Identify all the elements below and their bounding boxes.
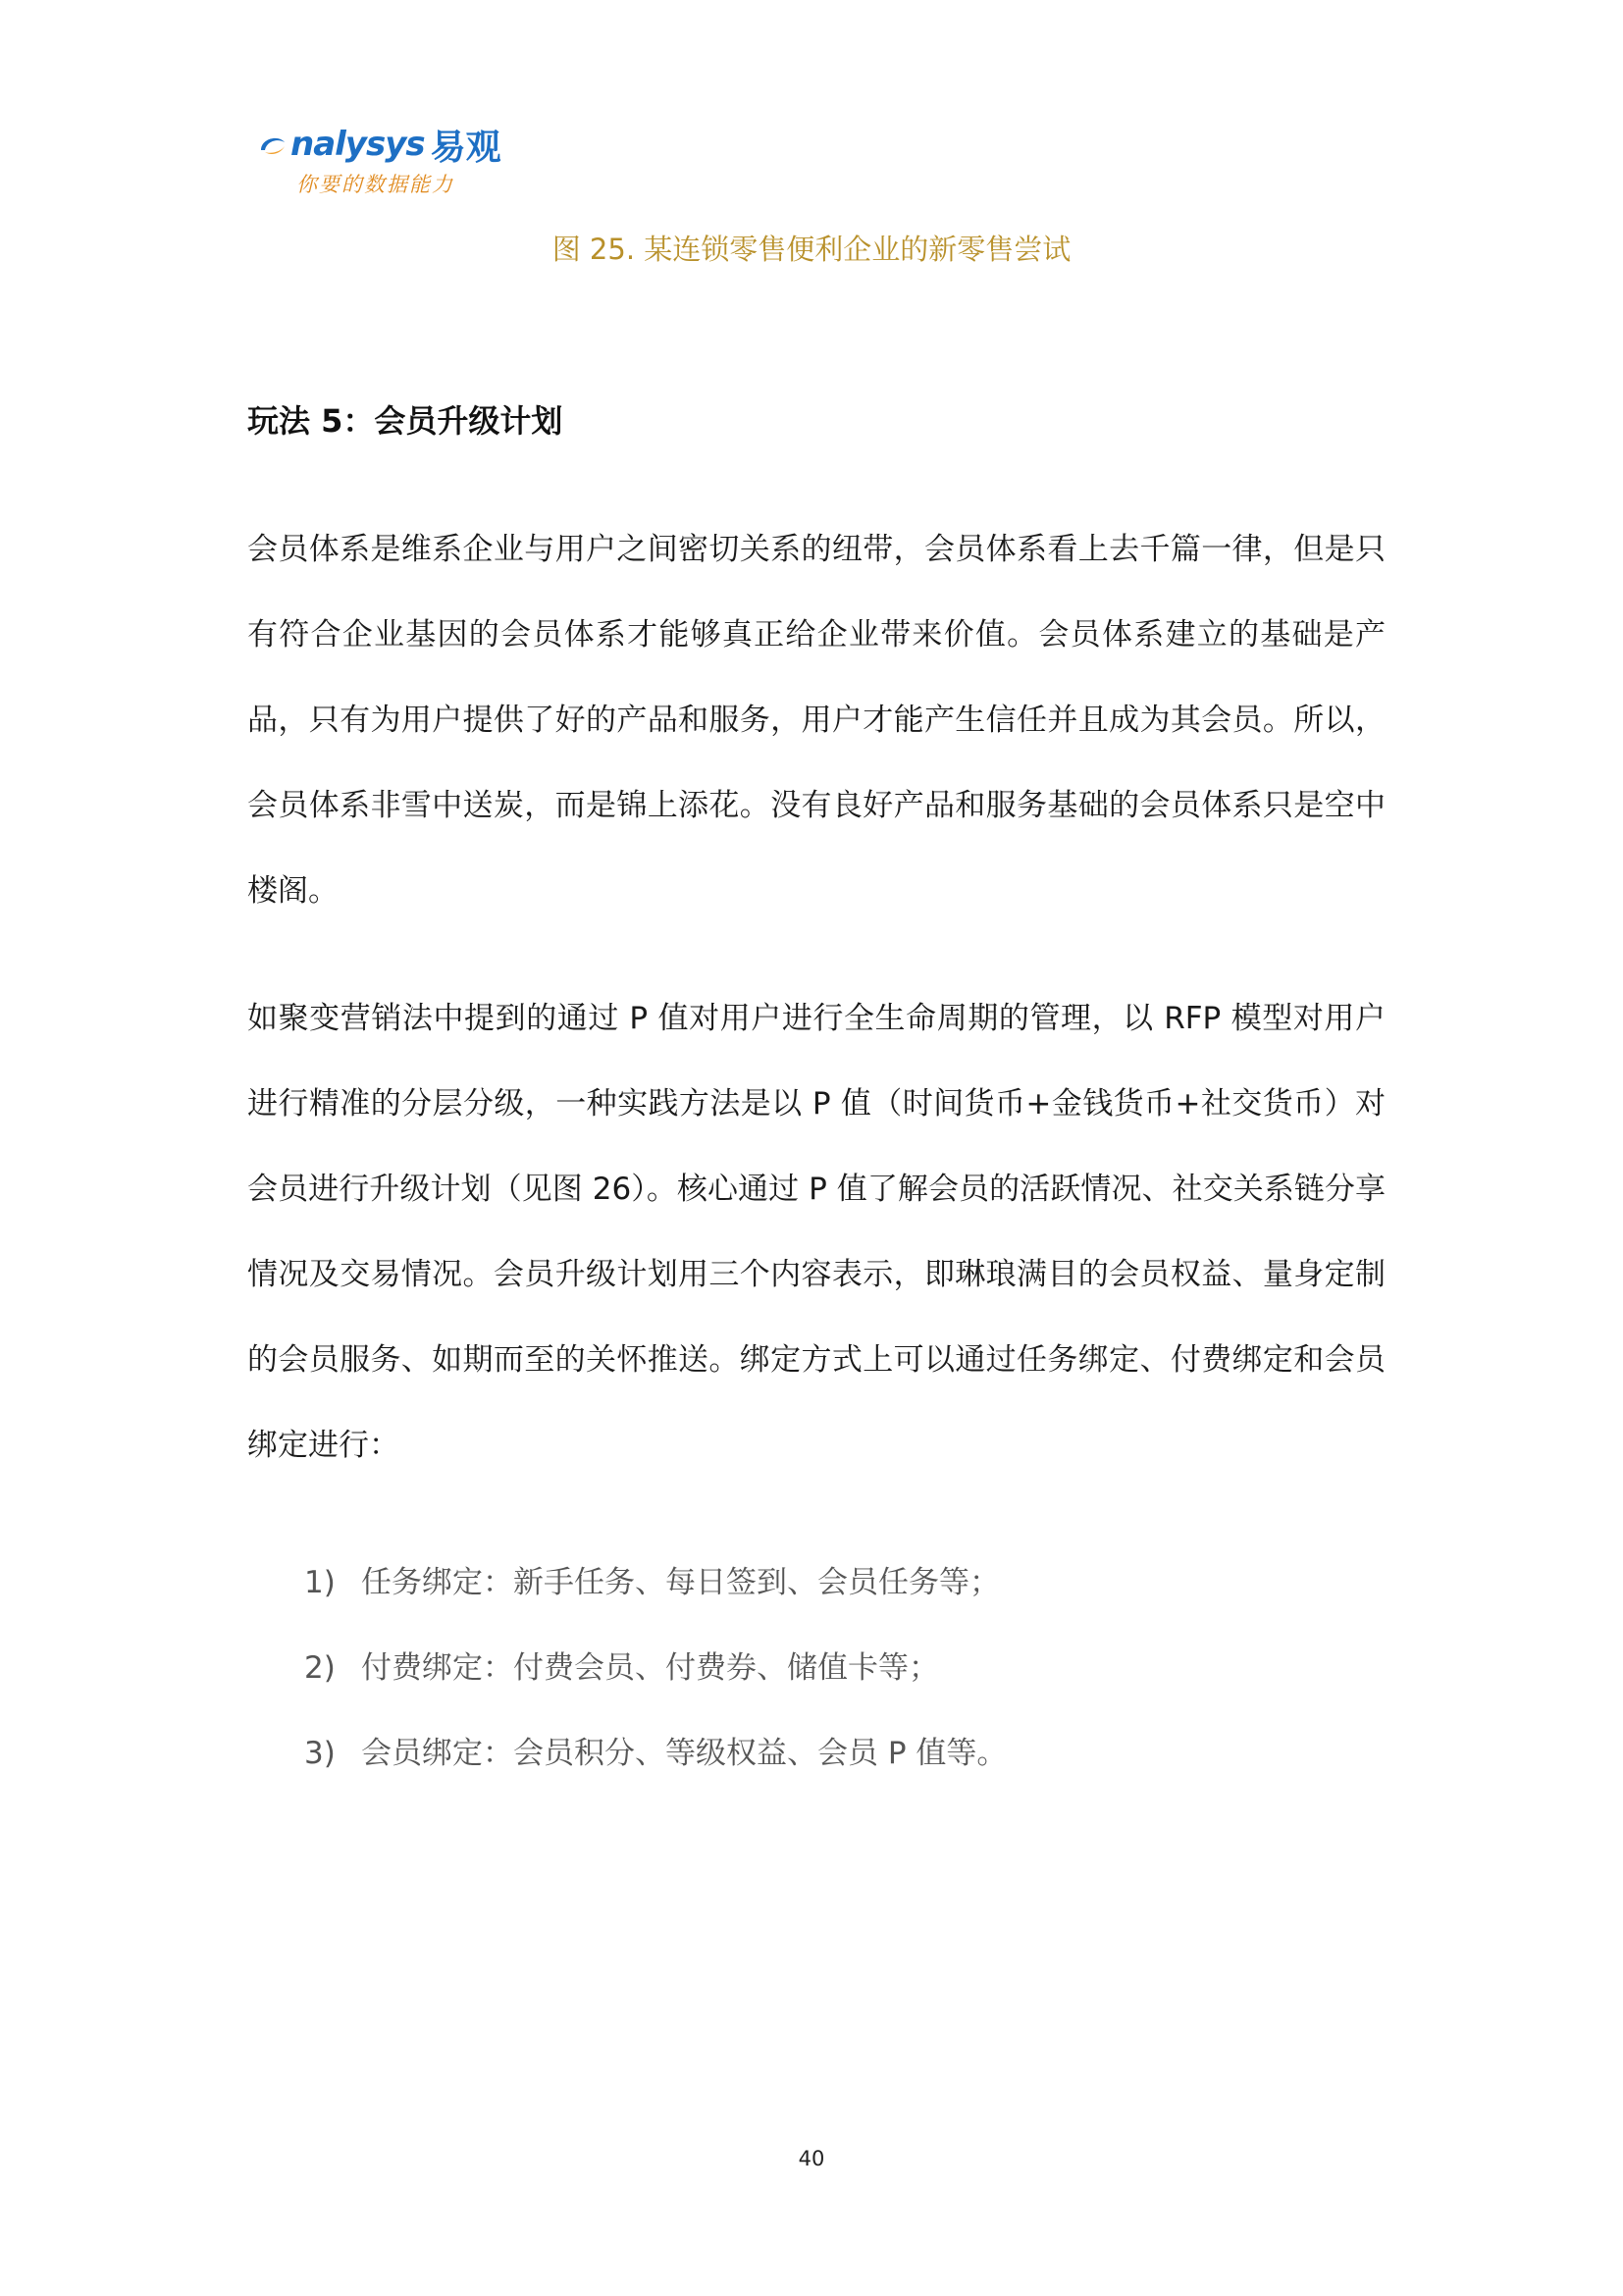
logo-brand-cn: 易观 — [430, 127, 501, 168]
logo-swoosh-icon — [257, 129, 288, 160]
list-item-number: 1) — [304, 1565, 336, 1600]
list-item — [304, 1626, 1007, 1711]
paragraph-membership-system: 会员体系是维系企业与用户之间密切关系的纽带，会员体系看上去千篇一律，但是只有符合企业基因的会员体系才能够真正给企业带来价值。会员体系建立的基础是产品，只有为用户提供了好的产品和服务，用户才能产生信任并且成为其会员。所以，会员体系非雪中送炭，而是锦上添花。没有良好产品和服务基础的会员体系只是空中楼阁。 — [247, 532, 1386, 909]
paragraph-upgrade-plan: 如聚变营销法中提到的通过 P 值对用户进行全生命周期的管理，以 RFP 模型对用户进行精准的分层分级，一种实践方法是以 P 值（时间货币+金钱货币+社交货币）对会员进行升级计划（见图 26）。核心通过 P 值了解会员的活跃情况、社交关系链分享情况及交易情况。会员升级计划用三个内容表示，即琳琅满目的会员权益、量身定制的会员服务、如期而至的关怀推送。绑定方式上可以通过任务绑定、付费绑定和会员绑定进行： — [247, 1001, 1386, 1463]
analysys-logo — [257, 120, 512, 208]
list-item — [304, 1711, 1007, 1797]
section-heading: 玩法 5：会员升级计划 — [247, 402, 563, 440]
list-item-text: 会员绑定：会员积分、等级权益、会员 P 值等。 — [361, 1736, 1008, 1771]
figure-caption: 图 25. 某连锁零售便利企业的新零售尝试 — [551, 233, 1072, 266]
logo-brand-text: nalysys — [290, 125, 425, 164]
list-item-number: 2) — [304, 1650, 336, 1686]
binding-methods-list — [304, 1540, 1007, 1797]
list-item-text: 任务绑定：新手任务、每日签到、会员任务等； — [361, 1565, 1000, 1600]
page-number: 40 — [798, 2147, 825, 2170]
logo-tagline: 你要的数据能力 — [296, 173, 454, 196]
logo-wordmark — [257, 120, 512, 169]
list-item-number: 3) — [304, 1736, 336, 1771]
list-item — [304, 1540, 1007, 1626]
list-item-text: 付费绑定：付费会员、付费券、储值卡等； — [361, 1650, 939, 1686]
